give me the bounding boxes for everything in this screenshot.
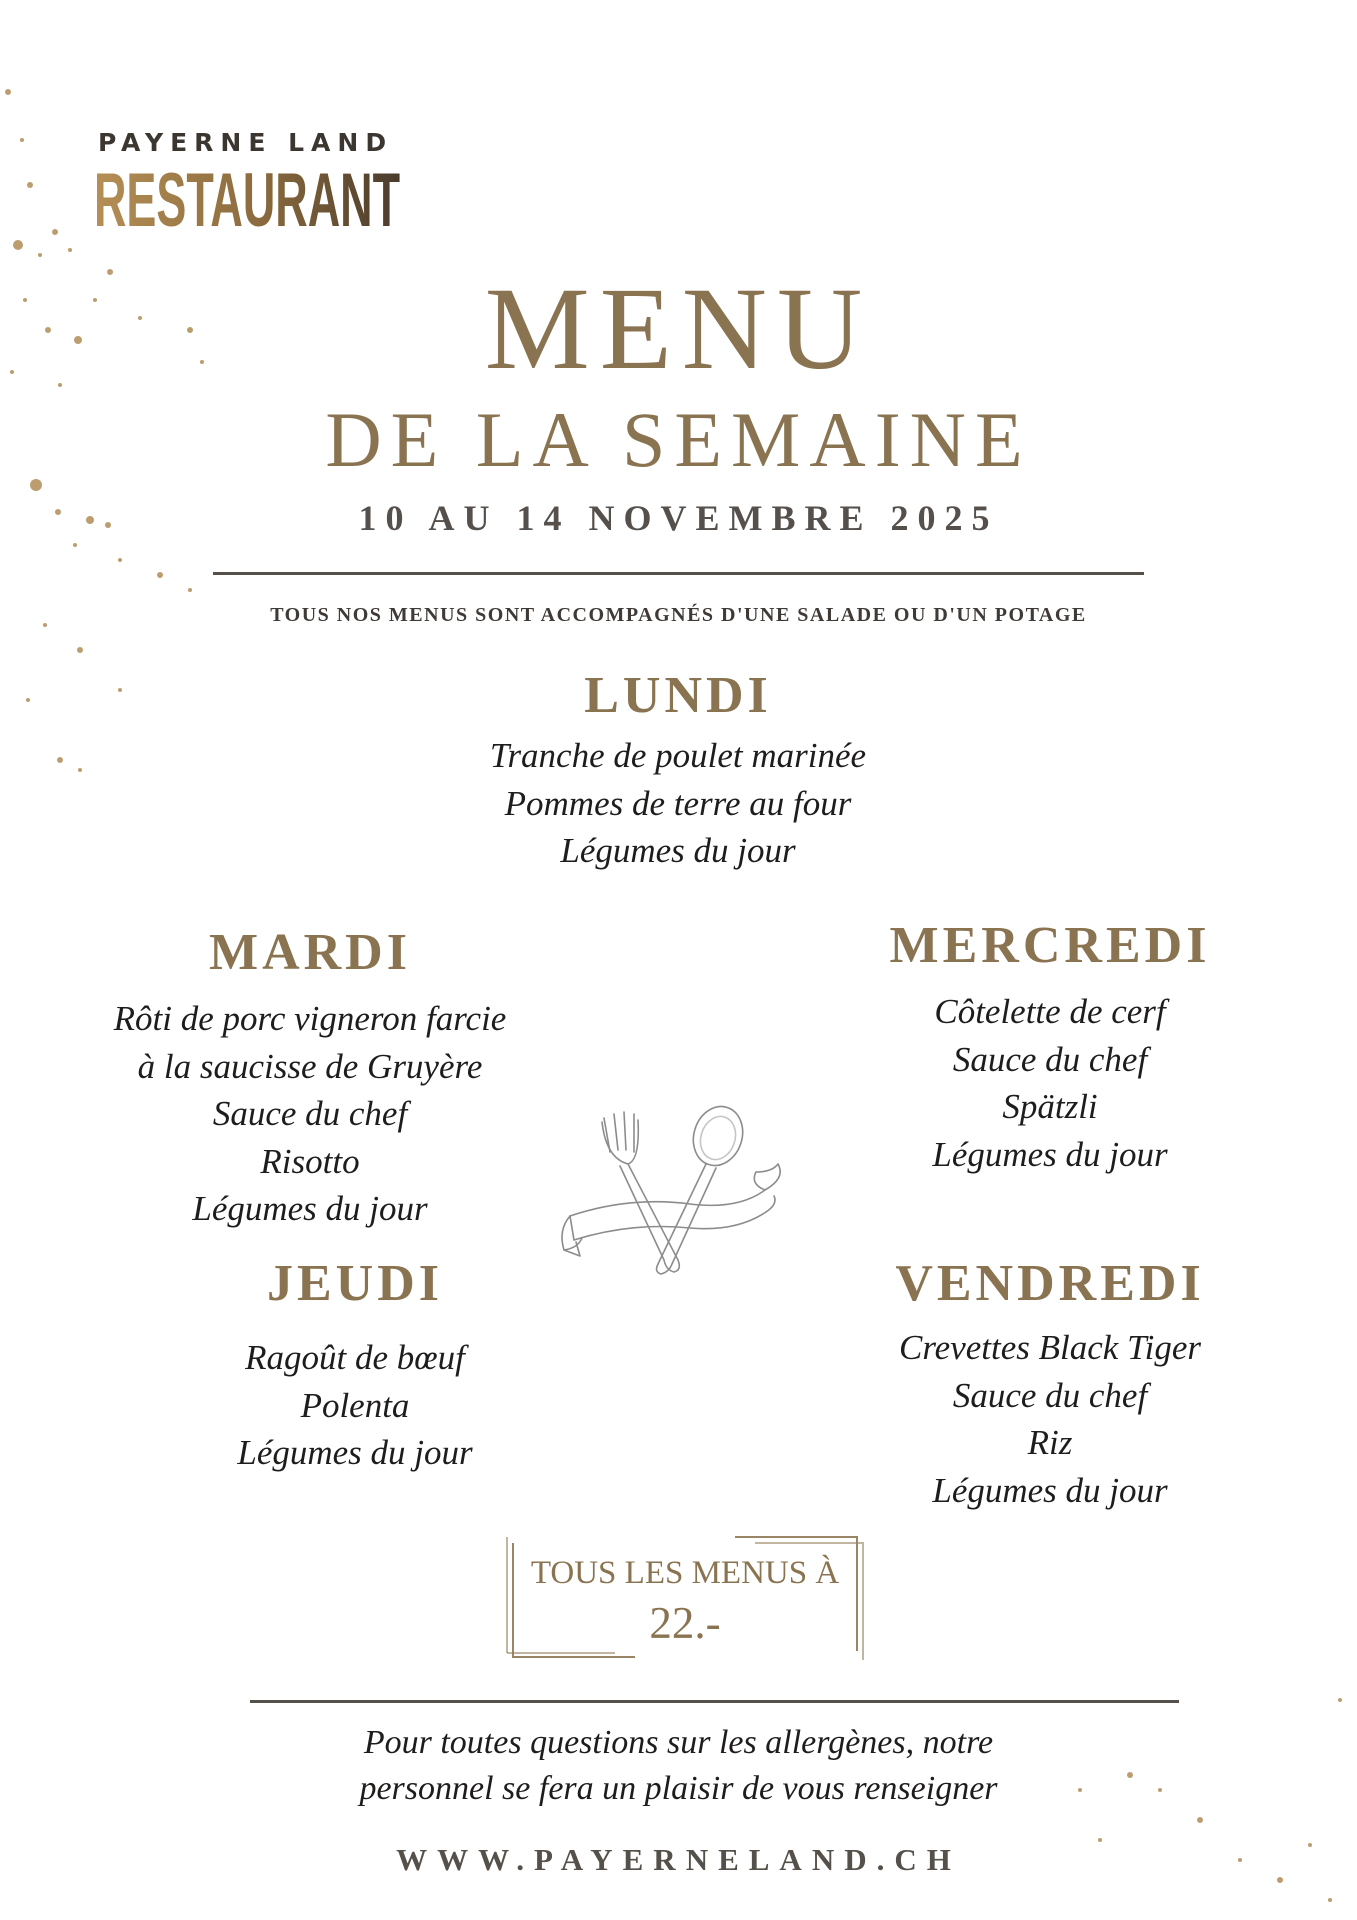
divider-bottom [250,1700,1179,1703]
cutlery-ribbon-icon [560,1100,790,1290]
dish: Sauce du chef [952,1375,1148,1415]
date-range: 10 AU 14 NOVEMBRE 2025 [358,498,999,538]
day-jeudi [155,1256,555,1477]
dish: Riz [1027,1423,1073,1462]
dish: Légumes du jour [192,1189,428,1228]
menu-title: MENU [484,263,873,394]
day-title-lundi: LUNDI [584,667,772,724]
day-mardi [40,925,580,1233]
dish: Légumes du jour [237,1433,473,1472]
dish: à la saucisse de Gruyère [137,1046,483,1086]
day-title-vendredi: VENDREDI [895,1255,1205,1312]
day-title-jeudi: JEUDI [266,1255,444,1312]
dish: Polenta [300,1385,410,1425]
brand-subtitle: PAYERNE LAND [98,128,394,157]
day-lundi [378,668,978,875]
dish: Sauce du chef [952,1039,1148,1079]
dish: Spätzli [1002,1087,1098,1126]
accompaniment-note: TOUS NOS MENUS SONT ACCOMPAGNÉS D'UNE SALADE OU D'UN POTAGE [270,604,1087,626]
dish: Pommes de terre au four [504,783,852,823]
week-subtitle: DE LA SEMAINE [325,396,1032,483]
dish: Côtelette de cerf [934,992,1166,1031]
dish: Risotto [260,1141,360,1181]
divider-top [213,572,1144,575]
price-label: TOUS LES MENUS À [530,1555,840,1591]
allergen-note [0,1720,1357,1812]
day-title-mardi: MARDI [209,924,411,981]
day-vendredi [800,1256,1300,1514]
dish: Légumes du jour [560,831,796,870]
dish: Crevettes Black Tiger [899,1328,1201,1367]
allergen-line: Pour toutes questions sur les allergènes, notre [363,1724,994,1761]
dish: Sauce du chef [212,1094,408,1133]
website-link[interactable]: WWW.PAYERNELAND.CH [396,1842,961,1877]
dish: Légumes du jour [932,1470,1168,1510]
dish: Rôti de porc vigneron farcie [113,999,507,1038]
day-title-mercredi: MERCREDI [889,917,1211,974]
dish: Tranche de poulet marinée [489,736,867,775]
price-box [505,1535,865,1660]
day-mercredi [800,918,1300,1178]
dish: Légumes du jour [932,1134,1168,1174]
dish: Ragoût de bœuf [245,1338,465,1377]
price-value: 22.- [649,1598,721,1648]
restaurant-logo [94,158,404,243]
brand-main-text: RESTAURANT [94,158,400,243]
allergen-line: personnel se fera un plaisir de vous renseigner [359,1770,998,1807]
